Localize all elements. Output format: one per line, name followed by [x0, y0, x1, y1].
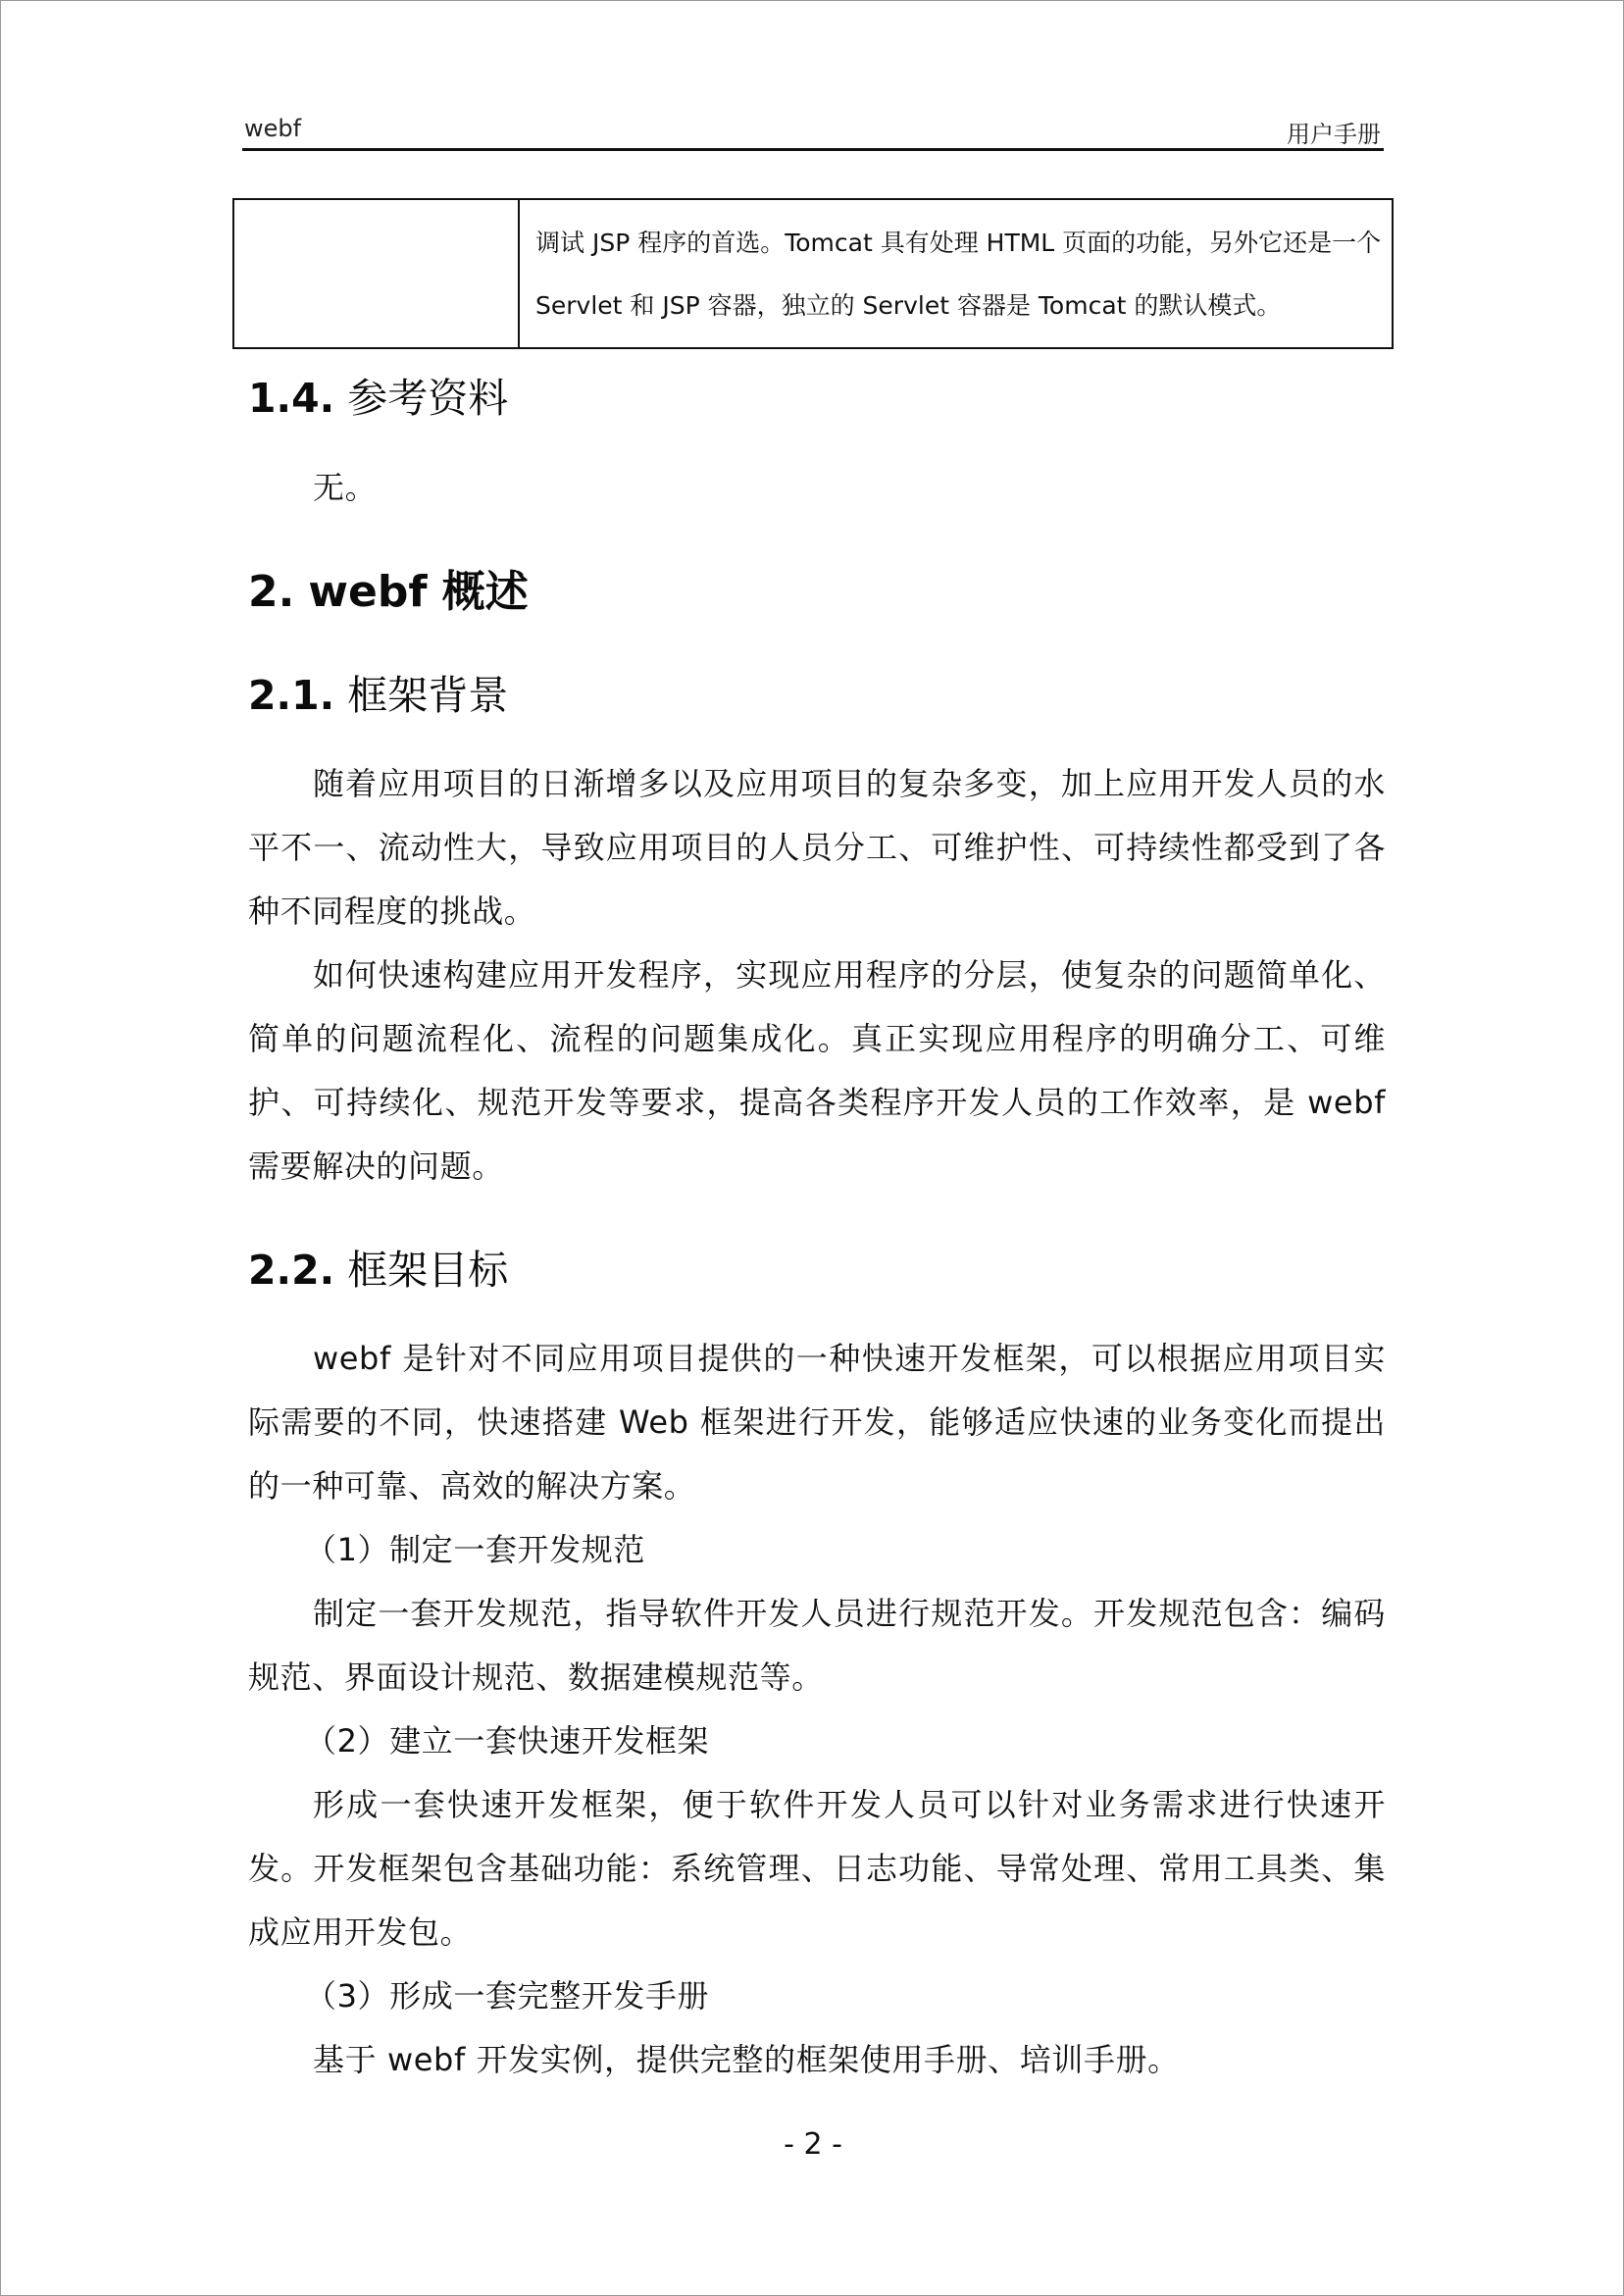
paragraph: 如何快速构建应用开发程序，实现应用程序的分层，使复杂的问题简单化、简单的问题流程化、流程的问题集成化。真正实现应用程序的明确分工、可维护、可持续化、规范开发等要求，提高各类程序开发人员的工作效率，是 webf 需要解决的问题。: [248, 956, 1386, 1185]
heading-2-1: [248, 663, 1386, 721]
section-2-2-body: [248, 1327, 1386, 2092]
paragraph: 制定一套开发规范，指导软件开发人员进行规范开发。开发规范包含：编码规范、界面设计规范、数据建模规范等。: [248, 1595, 1386, 1696]
page-number: - 2 -: [784, 2127, 842, 2162]
section-title: 框架目标: [347, 1247, 509, 1294]
section-1-4-body: [248, 456, 1386, 520]
description-line: Servlet 和 JSP 容器，独立的 Servlet 容器是 Tomcat 的默认模式。: [535, 291, 1282, 320]
header-rule: [242, 148, 1384, 151]
section-number: 1.4.: [248, 375, 335, 422]
paragraph: 无。: [313, 469, 378, 506]
heading-2-2: [248, 1238, 1386, 1296]
paragraph: 基于 webf 开发实例，提供完整的框架使用手册、培训手册。: [313, 2041, 1180, 2078]
section-number: 2.2.: [248, 1247, 335, 1294]
list-heading: （2）建立一套快速开发框架: [305, 1722, 710, 1760]
table-row: [233, 199, 1393, 348]
header-right: 用户手册: [1287, 121, 1381, 148]
section-number: 2.1.: [248, 672, 335, 719]
section-title: 参考资料: [347, 375, 509, 422]
section-2-1-body: [248, 752, 1386, 1199]
definition-table: [232, 198, 1394, 349]
heading-2: [248, 556, 1386, 619]
paragraph: 形成一套快速开发框架，便于软件开发人员可以针对业务需求进行快速开发。开发框架包含基础功能：系统管理、日志功能、导常处理、常用工具类、集成应用开发包。: [248, 1786, 1386, 1951]
header-left: webf: [244, 115, 302, 142]
section-number: 2.: [248, 567, 295, 617]
section-title: webf 概述: [308, 567, 529, 617]
description-line: 调试 JSP 程序的首选。Tomcat 具有处理 HTML 页面的功能，另外它还是一个: [535, 229, 1382, 257]
paragraph: 随着应用项目的日渐增多以及应用项目的复杂多变，加上应用开发人员的水平不一、流动性大，导致应用项目的人员分工、可维护性、可持续性都受到了各种不同程度的挑战。: [248, 765, 1386, 930]
description-cell: [519, 199, 1393, 348]
section-title: 框架背景: [347, 672, 509, 719]
list-heading: （1）制定一套开发规范: [305, 1531, 645, 1568]
term-cell: [233, 199, 519, 348]
paragraph: webf 是针对不同应用项目提供的一种快速开发框架，可以根据应用项目实际需要的不同，快速搭建 Web 框架进行开发，能够适应快速的业务变化而提出的一种可靠、高效的解决方案。: [248, 1340, 1386, 1505]
list-heading: （3）形成一套完整开发手册: [305, 1977, 710, 2015]
heading-1-4: [248, 366, 1386, 424]
